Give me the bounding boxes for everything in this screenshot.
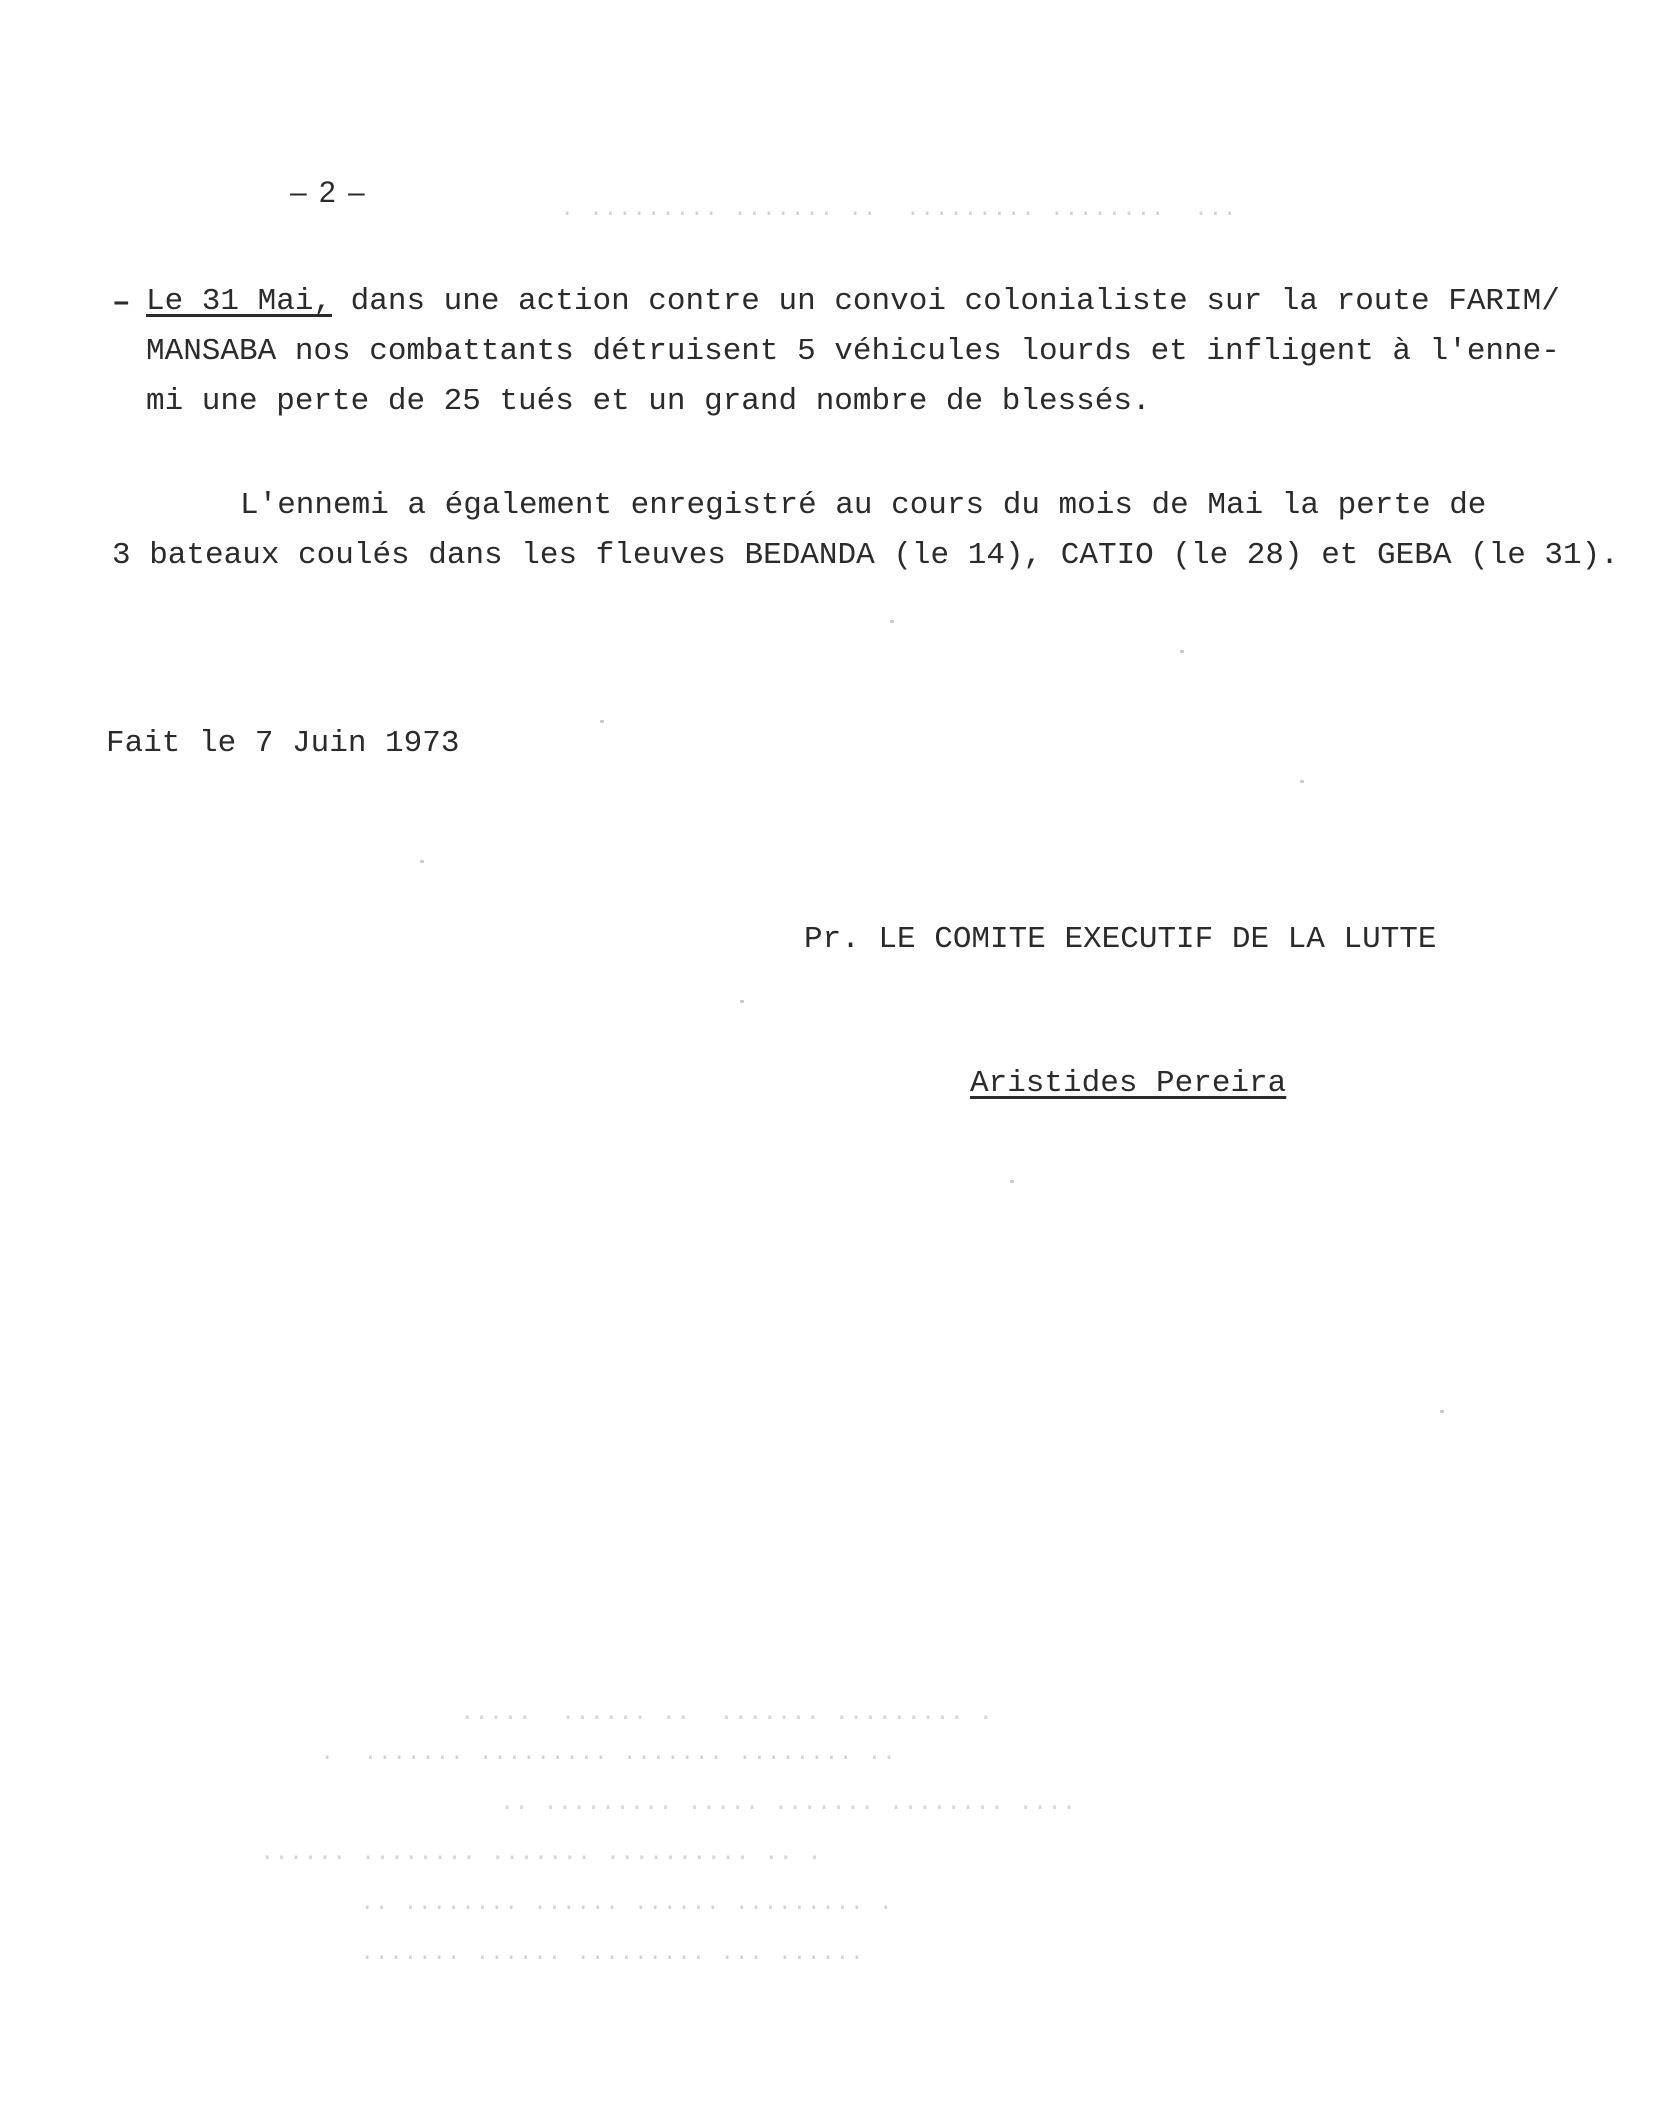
paragraph-line: mi une perte de 25 tués et un grand nombre de blessés. (146, 384, 1151, 419)
scan-speck (1300, 780, 1304, 783)
scan-speck (600, 720, 604, 723)
bleed-through-text: ..... ...... .. ....... ......... . (460, 1700, 993, 1727)
date-line: Fait le 7 Juin 1973 (106, 726, 460, 761)
paragraph-line: MANSABA nos combattants détruisent 5 véhicules lourds et infligent à l'enne- (146, 334, 1560, 369)
committee-line: Pr. LE COMITE EXECUTIF DE LA LUTTE (804, 922, 1437, 957)
bleed-through-text: .. ......... ..... ....... ........ .... (500, 1790, 1077, 1817)
scan-speck (740, 1000, 744, 1003)
bleed-through-text: ....... ...... ......... ... ...... (360, 1940, 865, 1967)
bleed-through-text: ...... ........ ....... .......... .. . (260, 1840, 822, 1867)
bullet-dash: – (112, 286, 131, 321)
scan-speck (1440, 1410, 1444, 1413)
bleed-through-text: .. ........ ...... ...... ......... . (360, 1890, 893, 1917)
page-number: – 2 – (290, 176, 367, 209)
paragraph-text: dans une action contre un convoi colonialiste sur la route FARIM/ (332, 284, 1560, 319)
bleed-through-text: . ....... ......... ....... ........ .. (320, 1740, 897, 1767)
paragraph-line: 3 bateaux coulés dans les fleuves BEDANDA (le 14), CATIO (le 28) et GEBA (le 31). (112, 538, 1619, 573)
date-highlight: Le 31 Mai, (146, 284, 333, 319)
paragraph-line: L'ennemi a également enregistré au cours du mois de Mai la perte de (240, 488, 1487, 523)
bleed-through-text: . ......... ....... .. ......... ........ ... (560, 196, 1237, 223)
signatory-name: Aristides Pereira (970, 1066, 1287, 1101)
scan-speck (420, 860, 424, 863)
scan-speck (1180, 650, 1184, 653)
scan-speck (890, 620, 894, 623)
paragraph-line (146, 286, 1560, 317)
scan-speck (1010, 1180, 1014, 1183)
